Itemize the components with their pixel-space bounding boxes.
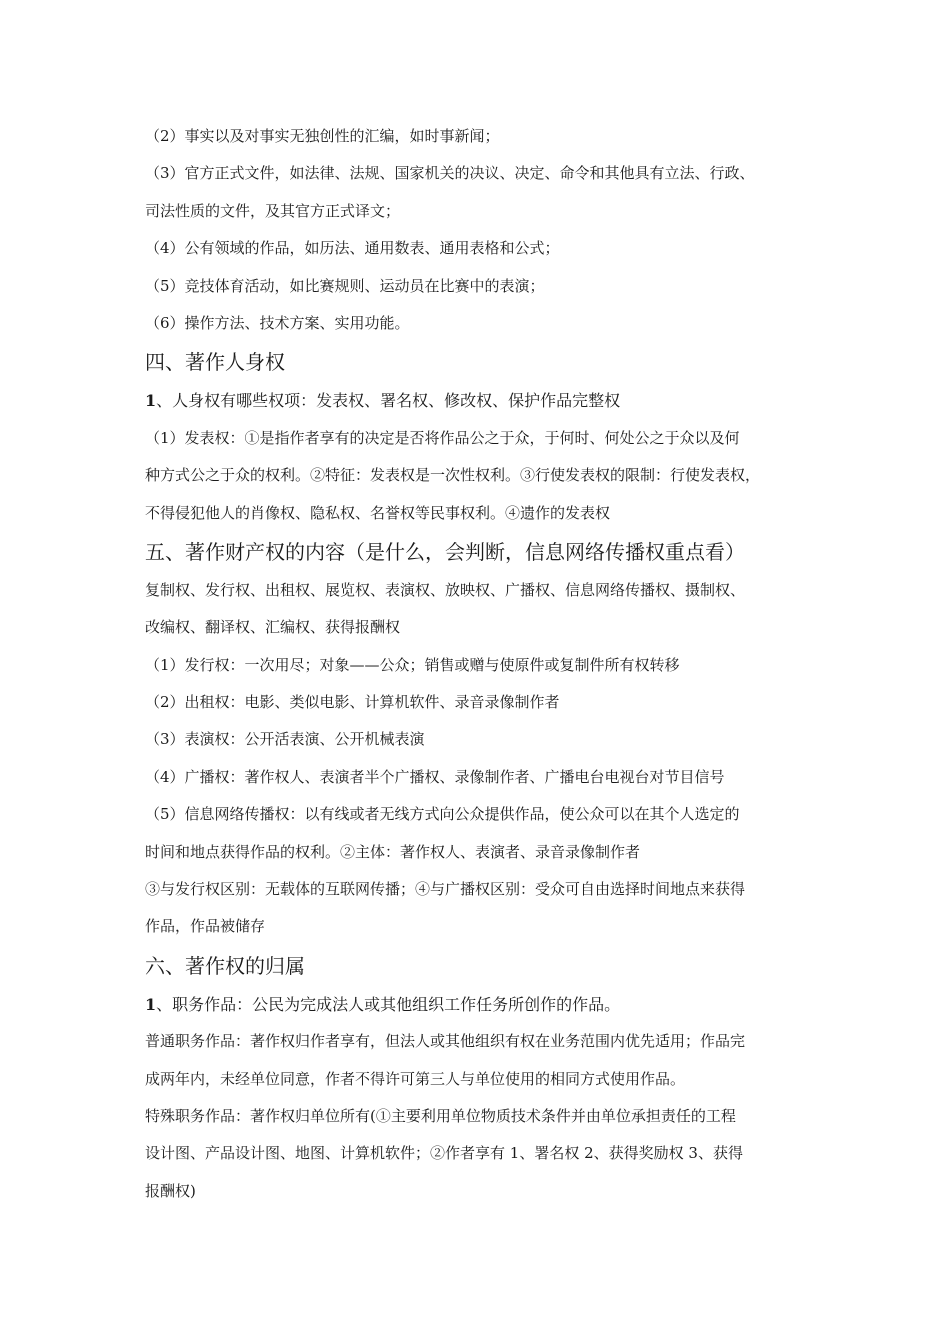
item-5-sports: （5）竞技体育活动，如比赛规则、运动员在比赛中的表演； <box>145 276 545 295</box>
sub-text: 、职务作品：公民为完成法人或其他组织工作任务所创作的作品。 <box>156 994 621 1014</box>
item-4-public-domain: （4）公有领域的作品，如历法、通用数表、通用表格和公式； <box>145 239 560 258</box>
property-rights-line1: 复制权、发行权、出租权、展览权、表演权、放映权、广播权、信息网络传播权、摄制权、 <box>145 580 746 599</box>
heading-section-5: 五、著作财产权的内容（是什么，会判断，信息网络传播权重点看） <box>145 539 745 564</box>
network-right-line1: （5）信息网络传播权：以有线或者无线方式向公众提供作品，使公众可以在其个人选定的 <box>145 805 740 824</box>
special-work-line1: 特殊职务作品：著作权归单位所有(①主要利用单位物质技术条件并由单位承担责任的工程 <box>145 1106 736 1125</box>
network-right-line2: 时间和地点获得作品的权利。②主体：著作权人、表演者、录音录像制作者 <box>145 842 641 861</box>
network-right-line3: ③与发行权区别：无载体的互联网传播；④与广播权区别：受众可自由选择时间地点来获得 <box>145 880 746 899</box>
sub-personal-rights <box>145 382 810 419</box>
broadcast-right: （4）广播权：著作权人、表演者半个广播权、录像制作者、广播电台电视台对节目信号 <box>145 767 725 786</box>
item-6-methods: （6）操作方法、技术方案、实用功能。 <box>145 313 410 332</box>
ordinary-work-line2: 成两年内，未经单位同意，作者不得许可第三人与单位使用的相同方式使用作品。 <box>145 1069 686 1088</box>
sub-number: 1 <box>145 391 157 411</box>
performance-right: （3）表演权：公开活表演、公开机械表演 <box>145 730 425 749</box>
distribution-right: （1）发行权：一次用尽；对象——公众；销售或赠与使原件或复制件所有权转移 <box>145 655 680 674</box>
network-right-line4: 作品，作品被储存 <box>145 917 266 936</box>
heading-section-4: 四、著作人身权 <box>145 350 285 375</box>
sub-work-for-hire <box>145 986 810 1023</box>
item-3-official-docs-line2: 司法性质的文件，及其官方正式译文； <box>145 201 401 220</box>
item-3-official-docs-line1: （3）官方正式文件，如法律、法规、国家机关的决议、决定、命令和其他具有立法、行政、 <box>145 164 755 183</box>
heading-section-6: 六、著作权的归属 <box>145 953 305 978</box>
publish-right-line1: （1）发表权：①是指作者享有的决定是否将作品公之于众，于何时、何处公之于众以及何 <box>145 428 740 447</box>
publish-right-line2: 种方式公之于众的权利。②特征：发表权是一次性权利。③行使发表权的限制：行使发表权， <box>145 466 761 485</box>
publish-right-line3: 不得侵犯他人的肖像权、隐私权、名誉权等民事权利。④遗作的发表权 <box>145 503 611 522</box>
special-work-line2: 设计图、产品设计图、地图、计算机软件；②作者享有 1、署名权 2、获得奖励权 3、获得 <box>145 1144 743 1163</box>
item-2-facts: （2）事实以及对事实无独创性的汇编，如时事新闻； <box>145 127 500 145</box>
sub-text: 、人身权有哪些权项：发表权、署名权、修改权、保护作品完整权 <box>156 391 621 411</box>
sub-number: 1 <box>145 994 157 1014</box>
special-work-line3: 报酬权) <box>145 1181 196 1200</box>
property-rights-line2: 改编权、翻译权、汇编权、获得报酬权 <box>145 618 401 637</box>
rental-right: （2）出租权：电影、类似电影、计算机软件、录音录像制作者 <box>145 693 560 712</box>
ordinary-work-line1: 普通职务作品：著作权归作者享有，但法人或其他组织有权在业务范围内优先适用；作品完 <box>145 1032 746 1051</box>
document-page <box>145 118 810 1210</box>
